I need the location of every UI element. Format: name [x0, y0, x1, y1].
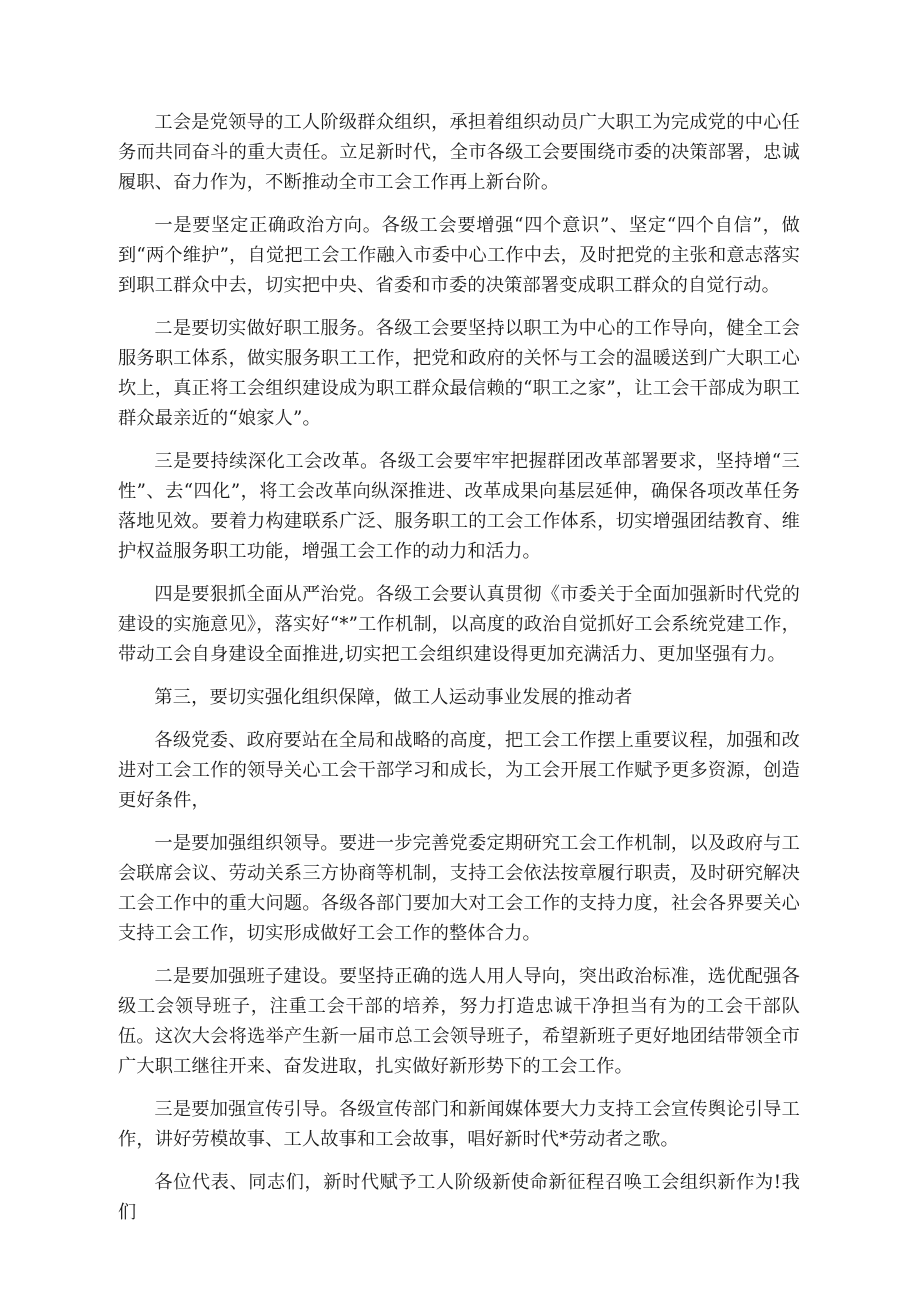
paragraph-union-reform: 三是要持续深化工会改革。各级工会要牢牢把握群团改革部署要求，坚持增“三性”、去“四化”，将工会改革向纵深推进、改革成果向基层延伸，确保各项改革任务落地见效。要着力构建联系广泛、服务职工的工会工作体系，切实增强团结教育、维护权益服务职工功能，增强工会工作的动力和活力。	[118, 451, 800, 562]
paragraph-organizational-leadership: 一是要加强组织领导。要进一步完善党委定期研究工会工作机制，以及政府与工会联席会议、劳动关系三方协商等机制，支持工会依法按章履行职责，及时研究解决工会工作中的重大问题。各级各部门要加大对工会工作的支持力度，社会各界要关心支持工会工作，切实形成做好工会工作的整体合力。	[118, 833, 800, 944]
paragraph-publicity: 三是要加强宣传引导。各级宣传部门和新闻媒体要大力支持工会宣传舆论引导工作，讲好劳模故事、工人故事和工会故事，唱好新时代*劳动者之歌。	[118, 1099, 800, 1150]
paragraph-team-building: 二是要加强班子建设。要坚持正确的选人用人导向，突出政治标准，选优配强各级工会领导班子，注重工会干部的培养，努力打造忠诚干净担当有为的工会干部队伍。这次大会将选举产生新一届市总工会领导班子，希望新班子更好地团结带领全市广大职工继往开来、奋发进取，扎实做好新形势下的工会工作。	[118, 966, 800, 1077]
paragraph-closing: 各位代表、同志们，新时代赋予工人阶级新使命新征程召唤工会组织新作为!我们	[118, 1172, 800, 1223]
paragraph-party-governance: 四是要狠抓全面从严治党。各级工会要认真贯彻《市委关于全面加强新时代党的建设的实施意见》，落实好“*”工作机制，以高度的政治自觉抓好工会系统党建工作，带动工会自身建设全面推进,切实把工会组织建设得更加充满活力、更加坚强有力。	[118, 584, 800, 665]
paragraph-political-direction: 一是要坚定正确政治方向。各级工会要增强“四个意识”、坚定“四个自信”，做到“两个维护”，自觉把工会工作融入市委中心工作中去，及时把党的主张和意志落实到职工群众中去，切实把中央、省委和市委的决策部署变成职工群众的自觉行动。	[118, 215, 800, 296]
section-heading-third: 第三，要切实强化组织保障，做工人运动事业发展的推动者	[154, 687, 633, 708]
paragraph-intro: 工会是党领导的工人阶级群众组织，承担着组织动员广大职工为完成党的中心任务而共同奋斗的重大责任。立足新时代，全市各级工会要围绕市委的决策部署，忠诚履职、奋力作为，不断推动全市工会工作再上新台阶。	[118, 112, 800, 193]
paragraph-party-committees: 各级党委、政府要站在全局和战略的高度，把工会工作摆上重要议程，加强和改进对工会工作的领导关心工会干部学习和成长，为工会开展工作赋予更多资源，创造更好条件，	[118, 730, 800, 811]
paragraph-worker-service: 二是要切实做好职工服务。各级工会要坚持以职工为中心的工作导向，健全工会服务职工体系，做实服务职工工作，把党和政府的关怀与工会的温暖送到广大职工心坎上，真正将工会组织建设成为职工群众最信赖的“职工之家”，让工会干部成为职工群众最亲近的“娘家人”。	[118, 318, 800, 429]
